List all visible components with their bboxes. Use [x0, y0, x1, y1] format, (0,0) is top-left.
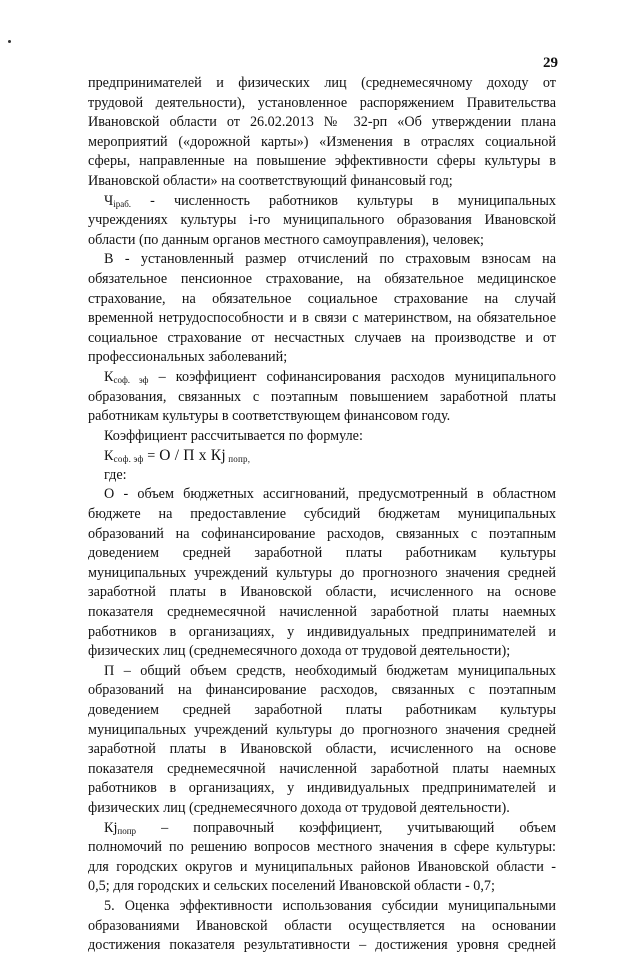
text-line: полномочий по решению вопросов местного значения в сфере культуры: [88, 839, 556, 856]
formula-intro: Коэффициент рассчитывается по формуле: [104, 427, 363, 444]
text-line: П – общий объем средств, необходимый бюджетам муниципальных [104, 662, 556, 679]
text-line: муниципальных учреждений культуры до прогнозного значения средней [88, 564, 556, 581]
document-body [88, 74, 556, 956]
text-line: 5. Оценка эффективности использования субсидии муниципальными [104, 897, 556, 914]
text-line: образований на софинансирование расходов, связанных с поэтапным [88, 525, 556, 542]
text-line: физических лиц (среднемесячного дохода от трудовой деятельности). [88, 799, 510, 816]
text-line: Ивановской области» на соответствующий финансовый год; [88, 172, 453, 189]
text-line: социальное страхование от несчастных случаев на производстве и от [88, 329, 556, 346]
variable-symbol: Кj [104, 819, 118, 836]
text-line: профессиональных заболеваний; [88, 349, 288, 366]
text-line: работникам культуры в соответствующем финансовом году. [88, 408, 451, 425]
text-line: достижения показателя результативности – достижения уровня средней [88, 937, 556, 954]
formula [88, 446, 556, 466]
text-line [88, 192, 556, 212]
text-line: работников в организациях, у индивидуальных предпринимателей и [88, 780, 556, 797]
text-line [88, 819, 556, 839]
paragraph-ch-irab [88, 192, 556, 251]
paragraph-continuation [88, 74, 556, 192]
text-line: учреждениях культуры i-го муниципального образования Ивановской [88, 212, 556, 229]
where-label: где: [104, 466, 127, 483]
formula-expression: О / П х Кj [159, 447, 226, 465]
text-line: доведением средней заработной платы работникам культуры [88, 702, 556, 718]
text-line: предпринимателей и физических лиц (среднемесячному доходу от [88, 75, 556, 91]
paragraph-v [88, 250, 556, 368]
text-line: области (по данным органов местного самоуправления), человек; [88, 231, 484, 248]
page-number: 29 [543, 55, 558, 71]
text-line: сферы, направленные на повышение эффективности сферы культуры в [88, 153, 556, 170]
definition-text: – коэффициент софинансирования расходов муниципального [148, 368, 556, 385]
formula-symbol: К [104, 448, 114, 465]
text-line: бюджете на предоставление субсидий бюджетам муниципальных [88, 506, 556, 523]
text-line: доведением средней заработной платы работникам культуры [88, 545, 556, 562]
text-line: образованиями Ивановской области осуществляется на основании [88, 917, 556, 934]
text-line: заработной платы в Ивановской области, исчисленного на основе [88, 741, 556, 758]
formula-subscript-2: попр, [225, 454, 251, 465]
formula-subscript: соф. эф [113, 454, 144, 465]
text-line: О - объем бюджетных ассигнований, предусмотренный в областном [104, 486, 556, 503]
paragraph-kj [88, 819, 556, 897]
text-line: Ивановской области от 26.02.2013 № 32-рп «Об утверждении плана [88, 114, 556, 131]
variable-symbol: Ч [104, 192, 114, 209]
definition-text: - численность работников культуры в муниципальных [131, 192, 556, 209]
text-line: показателя среднемесячной начисленной заработной платы наемных [88, 760, 556, 777]
text-line: временной нетрудоспособности и в связи с материнством, на обязательное [88, 310, 556, 327]
text-line: заработной платы в Ивановской области, исчисленного на основе [88, 584, 556, 601]
variable-symbol: К [104, 368, 114, 385]
paragraph-o [88, 485, 556, 661]
text-line: трудовой деятельности), установленное распоряжением Правительства [88, 94, 556, 111]
variable-subscript: iраб. [113, 198, 132, 209]
text-line: образования, связанных с поэтапным повышением заработной платы [88, 388, 556, 405]
paragraph-5-evaluation [88, 897, 556, 956]
text-line: 0,5; для городских и сельских поселений Ивановской области - 0,7; [88, 878, 495, 895]
text-line: муниципальных учреждений культуры до прогнозного значения средней [88, 721, 556, 738]
text-line: показателя среднемесячной начисленной заработной платы наемных [88, 604, 556, 621]
paragraph-k-sof [88, 368, 556, 427]
text-line: образований на финансирование расходов, связанных с поэтапным [88, 682, 556, 699]
text-line: мероприятий («дорожной карты») «Изменения в отраслях социальной [88, 133, 556, 150]
text-line [88, 368, 556, 388]
paragraph-p [88, 662, 556, 819]
text-line: физических лиц (среднемесячного дохода от трудовой деятельности); [88, 643, 511, 660]
scan-dot [8, 40, 11, 43]
variable-subscript: соф. эф [113, 374, 149, 385]
text-line: страхование, на обязательное социальное страхование на случай [88, 290, 556, 307]
text-line: работников в организациях, у индивидуальных предпринимателей и [88, 623, 556, 640]
text-line: для городских округов и муниципальных районов Ивановской области - [88, 858, 556, 875]
definition-text: – поправочный коэффициент, учитывающий объем [136, 819, 556, 836]
text-line: В - установленный размер отчислений по страховым взносам на [104, 251, 556, 268]
variable-subscript: попр [117, 825, 137, 836]
formula-equals: = [143, 448, 160, 465]
text-line: обязательное пенсионное страхование, на обязательное медицинское [88, 270, 556, 287]
